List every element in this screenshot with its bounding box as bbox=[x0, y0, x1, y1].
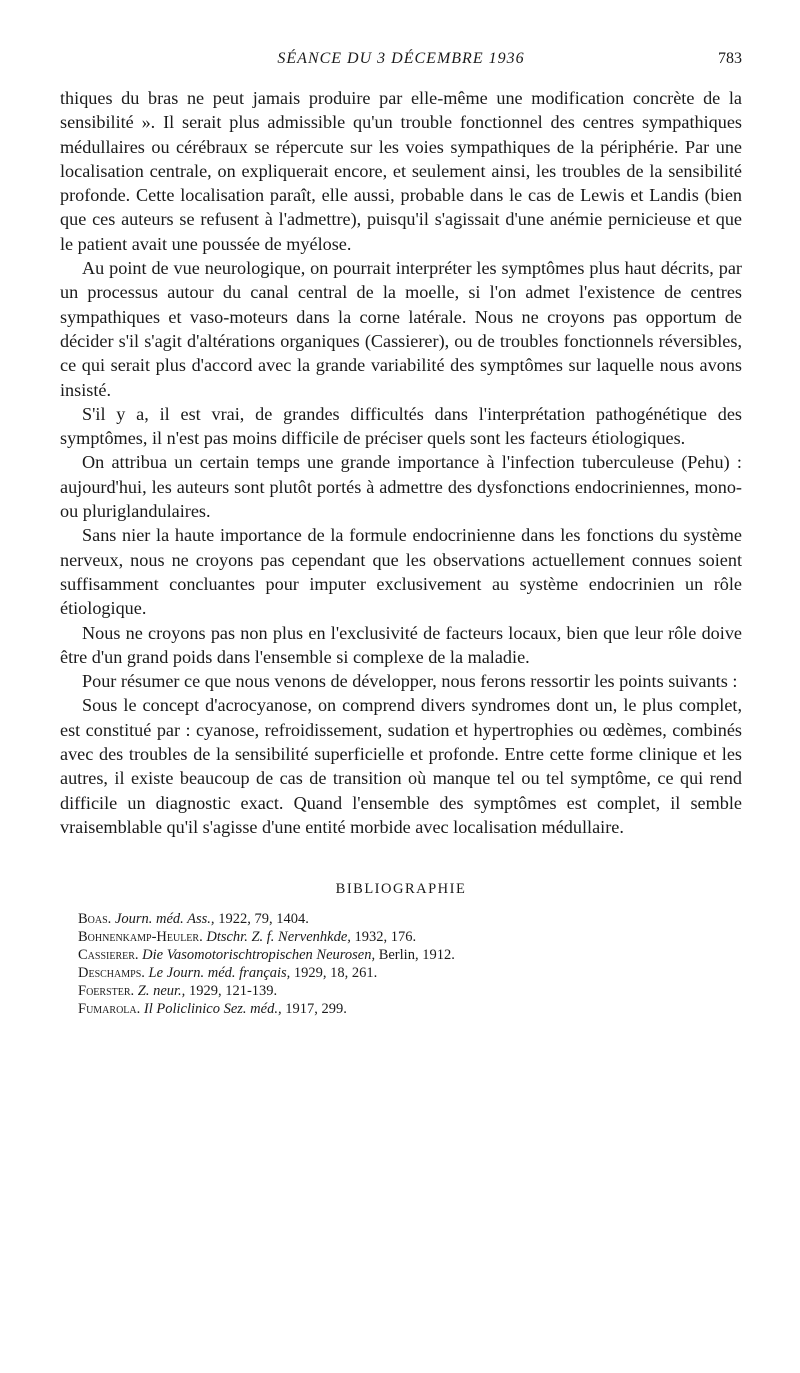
entry-source: Il Policlinico Sez. méd., bbox=[143, 1001, 282, 1018]
entry-source: Journ. méd. Ass., bbox=[114, 911, 215, 928]
bibliography-heading: BIBLIOGRAPHIE bbox=[335, 881, 467, 898]
bibliography-list bbox=[60, 910, 742, 1018]
entry-details: Berlin, 1912. bbox=[375, 947, 455, 964]
entry-details: 1929, 121-139. bbox=[185, 983, 278, 1000]
entry-details: 1922, 79, 1404. bbox=[214, 911, 309, 928]
bibliography-entry bbox=[78, 1000, 742, 1018]
entry-source: Z. neur., bbox=[137, 983, 186, 1000]
entry-source: Dtschr. Z. f. Nervenhkde, bbox=[206, 929, 351, 946]
paragraph: Sans nier la haute importance de la formule endocrinienne dans les fonctions du système nerveux, nous ne croyons pas cependant que les observations actuellement connues soient suffisamment concluantes pour imputer exclusivement au système endocrinien un rôle étiologique. bbox=[60, 525, 742, 619]
bibliography-entry bbox=[78, 910, 742, 928]
page-number: 783 bbox=[718, 50, 742, 67]
paragraph: Nous ne croyons pas non plus en l'exclusivité de facteurs locaux, bien que leur rôle doive être d'un grand poids dans l'ensemble si complexe de la maladie. bbox=[60, 622, 742, 667]
paragraph: Pour résumer ce que nous venons de développer, nous ferons ressortir les points suivants : bbox=[82, 671, 738, 692]
paragraph: On attribua un certain temps une grande importance à l'infection tuberculeuse (Pehu) : aujourd'hui, les auteurs sont plutôt portés à admettre des dysfonctions endocriniennes, mono- ou pluriglandulaires. bbox=[60, 452, 742, 522]
entry-details: 1917, 299. bbox=[281, 1001, 347, 1018]
entry-author: Boas. bbox=[78, 911, 112, 928]
page bbox=[60, 50, 742, 1018]
entry-author: Cassierer. bbox=[78, 947, 139, 964]
entry-details: 1932, 176. bbox=[350, 929, 417, 946]
paragraph: thiques du bras ne peut jamais produire par elle-même une modification concrète de la sensibilité ». Il serait plus admissible qu'un trouble fonctionnel des centres sympathiques médullaires ou cérébraux se répercute sur les voies sympathiques de la périphérie. Par une localisation centrale, on expliquerait encore, et seulement ainsi, les troubles de la sensibilité profonde. Cette localisation paraît, elle aussi, probable dans le cas de Lewis et Landis (bien que ces auteurs se refusent à l'admettre), puisqu'il s'agissait d'une anémie pernicieuse et que le patient avait une poussée de myélose. bbox=[60, 88, 742, 254]
body-text bbox=[60, 86, 742, 839]
bibliography-entry bbox=[78, 982, 742, 1000]
entry-author: Foerster. bbox=[78, 983, 135, 1000]
entry-author: Bohnenkamp-Heuler. bbox=[78, 929, 203, 946]
bibliography-entry bbox=[78, 946, 742, 964]
bibliography-entry bbox=[78, 928, 742, 946]
running-head bbox=[60, 50, 742, 74]
paragraph: S'il y a, il est vrai, de grandes difficultés dans l'interprétation pathogénétique des symptômes, il n'est pas moins difficile de préciser quels sont les facteurs étiologiques. bbox=[60, 403, 742, 449]
paragraph: Sous le concept d'acrocyanose, on comprend divers syndromes dont un, le plus complet, est constitué par : cyanose, refroidissement, sudation et hypertrophies ou œdèmes, combinés avec des troubles de la sensibilité superficielle et profonde. Entre cette forme clinique et les autres, il existe beaucoup de cas de transition où manque tel ou tel symptôme, ce qui rend difficile un diagnostic exact. Quand l'ensemble des symptômes est complet, il semble vraisemblable qu'il s'agisse d'une entité morbide avec localisation médullaire. bbox=[60, 695, 742, 837]
entry-source: Le Journ. méd. français, bbox=[148, 965, 291, 982]
running-head-title: SÉANCE DU 3 DÉCEMBRE 1936 bbox=[277, 50, 525, 67]
paragraph: Au point de vue neurologique, on pourrait interpréter les symptômes plus haut décrits, par un processus autour du canal central de la moelle, si l'on admet l'existence de centres sympathiques et vaso-moteurs dans la corne latérale. Nous ne croyons pas opportum de décider s'il s'agit d'altérations organiques (Cassierer), ou de troubles fonctionnels réversibles, ce qui serait plus d'accord avec la grande variabilité des symptômes sur laquelle nous avons insisté. bbox=[60, 258, 742, 400]
entry-details: 1929, 18, 261. bbox=[290, 965, 378, 982]
bibliography-entry bbox=[78, 964, 742, 982]
entry-author: Deschamps. bbox=[78, 965, 145, 982]
entry-author: Fumarola. bbox=[78, 1001, 141, 1018]
entry-source: Die Vasomotorischtropischen Neurosen, bbox=[142, 947, 376, 964]
